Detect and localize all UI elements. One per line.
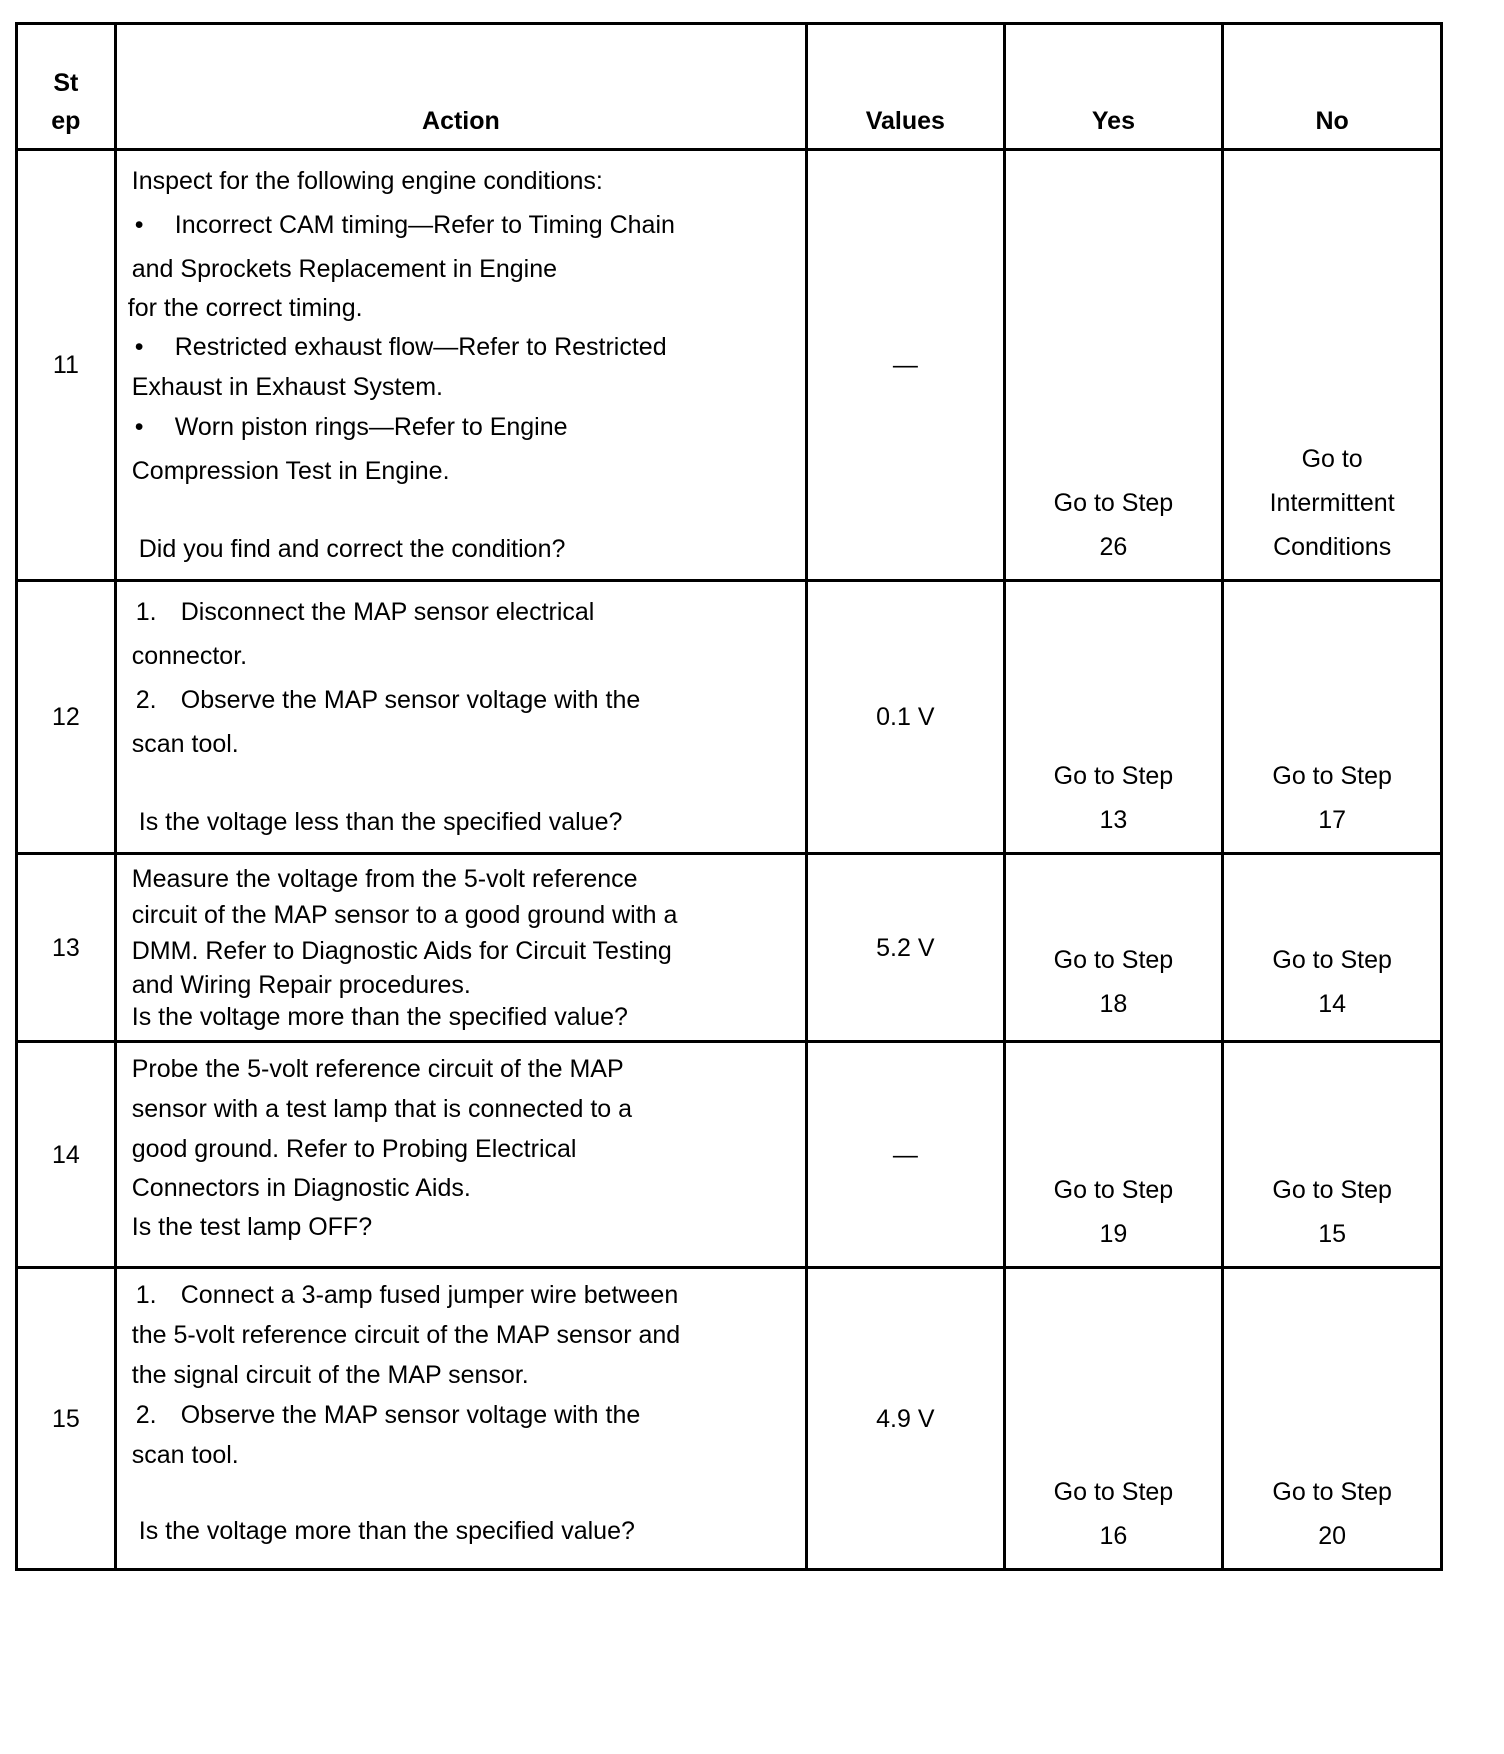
action-text: Exhaust in Exhaust System. xyxy=(131,373,444,401)
action-text: Measure the voltage from the 5-volt reference xyxy=(131,865,638,893)
action-question: Is the test lamp OFF? xyxy=(131,1213,373,1241)
yes-cell: Go to Step 18 xyxy=(1004,854,1223,1042)
no-cell: Go to Step 14 xyxy=(1223,854,1442,1042)
yes-cell: Go to Step 19 xyxy=(1004,1042,1223,1268)
action-step-2: 2. Observe the MAP sensor voltage with the xyxy=(135,686,641,714)
action-step-2: 2. Observe the MAP sensor voltage with the xyxy=(135,1401,641,1429)
step-number: 11 xyxy=(17,150,116,581)
action-cell xyxy=(115,581,806,854)
table-row xyxy=(17,1268,1442,1570)
action-text: scan tool. xyxy=(131,730,239,758)
action-intro: Inspect for the following engine conditions: xyxy=(131,167,603,195)
table-row xyxy=(17,150,1442,581)
step-number: 15 xyxy=(17,1268,116,1570)
step-number: 14 xyxy=(17,1042,116,1268)
action-cell xyxy=(115,854,806,1042)
header-row xyxy=(17,24,1442,150)
action-text: DMM. Refer to Diagnostic Aids for Circuit Testing xyxy=(131,937,672,965)
action-cell xyxy=(115,150,806,581)
diagnostic-table xyxy=(15,22,1443,1571)
step-number: 13 xyxy=(17,854,116,1042)
action-question: Is the voltage more than the specified value? xyxy=(138,1517,635,1545)
action-text: Probe the 5-volt reference circuit of the MAP xyxy=(131,1055,624,1083)
yes-cell: Go to Step 13 xyxy=(1004,581,1223,854)
no-cell: Go to Step 15 xyxy=(1223,1042,1442,1268)
values-cell: 4.9 V xyxy=(807,1268,1005,1570)
action-step-1: 1. Connect a 3-amp fused jumper wire between xyxy=(135,1281,679,1309)
no-cell: Go to Step 17 xyxy=(1223,581,1442,854)
action-text: connector. xyxy=(131,642,248,670)
no-cell: Go to Step 20 xyxy=(1223,1268,1442,1570)
action-text: Compression Test in Engine. xyxy=(131,457,450,485)
action-question: Is the voltage less than the specified value? xyxy=(138,808,623,836)
action-text: good ground. Refer to Probing Electrical xyxy=(131,1135,577,1163)
yes-cell: Go to Step 26 xyxy=(1004,150,1223,581)
action-cell xyxy=(115,1268,806,1570)
action-text: Connectors in Diagnostic Aids. xyxy=(131,1174,471,1202)
header-no: No xyxy=(1223,24,1442,150)
yes-cell: Go to Step 16 xyxy=(1004,1268,1223,1570)
action-text: sensor with a test lamp that is connected to a xyxy=(131,1095,633,1123)
action-step-1: 1. Disconnect the MAP sensor electrical xyxy=(135,598,595,626)
values-cell: 0.1 V xyxy=(807,581,1005,854)
action-text: the signal circuit of the MAP sensor. xyxy=(131,1361,529,1389)
header-step: St ep xyxy=(17,24,116,150)
action-cell xyxy=(115,1042,806,1268)
action-text: for the correct timing. xyxy=(127,294,363,322)
no-cell: Go to Intermittent Conditions xyxy=(1223,150,1442,581)
action-bullet: • Worn piston rings—Refer to Engine xyxy=(132,405,795,449)
action-text: and Sprockets Replacement in Engine xyxy=(131,255,558,283)
values-cell: — xyxy=(807,1042,1005,1268)
table-row xyxy=(17,581,1442,854)
table-row xyxy=(17,1042,1442,1268)
values-cell: 5.2 V xyxy=(807,854,1005,1042)
header-yes: Yes xyxy=(1004,24,1223,150)
header-values: Values xyxy=(807,24,1005,150)
values-cell: — xyxy=(807,150,1005,581)
action-text: circuit of the MAP sensor to a good ground with a xyxy=(131,901,678,929)
action-text: and Wiring Repair procedures. xyxy=(131,971,471,999)
table-row xyxy=(17,854,1442,1042)
action-text: the 5-volt reference circuit of the MAP sensor and xyxy=(131,1321,681,1349)
header-action: Action xyxy=(115,24,806,150)
action-question: Did you find and correct the condition? xyxy=(138,535,566,563)
action-bullet: • Restricted exhaust flow—Refer to Restricted xyxy=(132,325,795,369)
action-bullet: • Incorrect CAM timing—Refer to Timing Chain xyxy=(132,203,795,247)
action-question: Is the voltage more than the specified value? xyxy=(131,1003,628,1031)
step-number: 12 xyxy=(17,581,116,854)
action-text: scan tool. xyxy=(131,1441,239,1469)
